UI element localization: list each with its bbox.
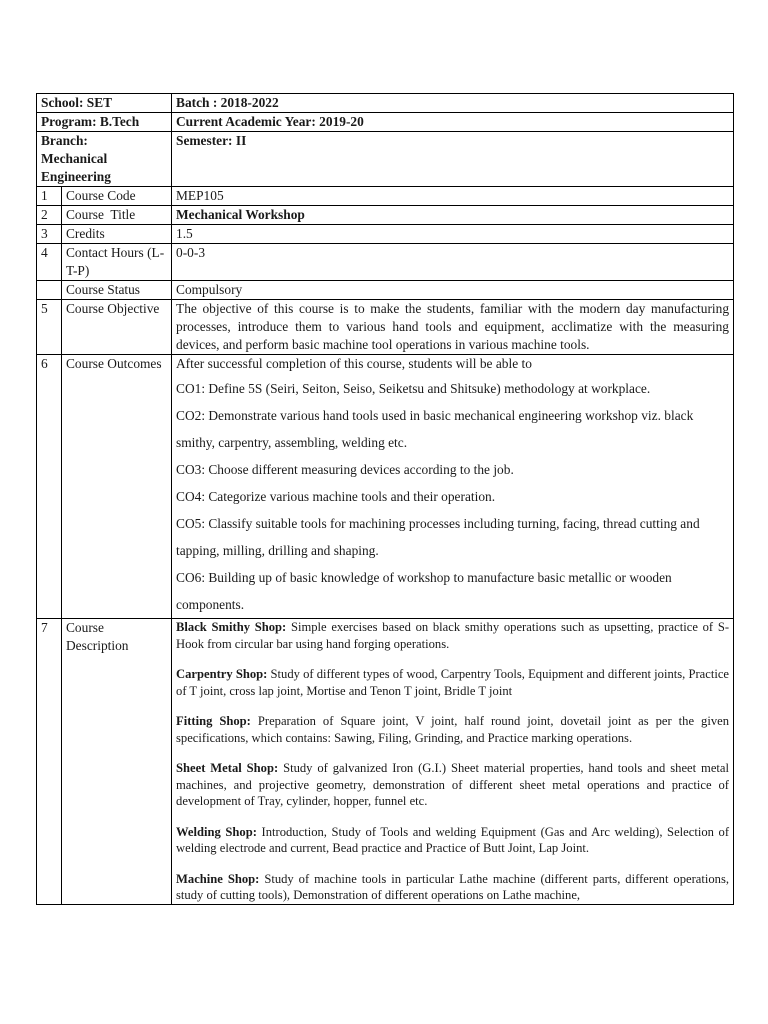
outcomes-intro: After successful completion of this course, students will be able to [176,356,532,371]
program-cell: Program: B.Tech [37,113,172,132]
row-label: Course Objective [62,300,172,355]
course-status-value: Compulsory [172,281,734,300]
course-outcomes-list [172,355,734,619]
shop-title: Fitting Shop: [176,714,251,728]
row-label: Course Description [62,619,172,905]
row-number [37,281,62,300]
shop-text: Preparation of Square joint, V joint, half round joint, dovetail joint as per the given specifications, which contains: Sawing, Filing, Grinding, and Practice marking operations. [176,714,730,745]
academic-year-cell: Current Academic Year: 2019-20 [172,113,734,132]
row-number: 2 [37,206,62,225]
row-label: Course Outcomes [62,355,172,619]
shop-text: Study of machine tools in particular Lathe machine (different parts, different operations, study of cutting tools), Demonstration of different operations on Lathe machine, [176,871,730,902]
shop-title: Black Smithy Shop: [176,620,287,634]
table-row [37,225,734,244]
row-label: Course Title [62,206,172,225]
table-row [37,187,734,206]
shop-title: Machine Shop: [176,871,260,886]
contact-hours-value: 0-0-3 [172,244,734,281]
shop-title: Sheet Metal Shop: [176,761,279,775]
credits-value: 1.5 [172,225,734,244]
table-row [37,281,734,300]
description-item [176,619,729,652]
outcome-item: CO3: Choose different measuring devices according to the job. [176,462,514,477]
row-number: 1 [37,187,62,206]
description-item [176,666,729,699]
table-row [37,206,734,225]
description-item [176,824,729,857]
course-title-value: Mechanical Workshop [172,206,734,225]
outcome-item: CO4: Categorize various machine tools and their operation. [176,489,496,504]
course-description [172,619,734,905]
batch-cell: Batch : 2018-2022 [172,94,734,113]
shop-text: Study of different types of wood, Carpentry Tools, Equipment and different joints, Practice of T joint, cross lap joint, Mortise and Tenon T joint, Bridle T joint [176,667,730,698]
outcome-item: CO1: Define 5S (Seiri, Seiton, Seiso, Seiketsu and Shitsuke) methodology at workplace. [176,381,651,396]
outcome-item: CO6: Building up of basic knowledge of workshop to manufacture basic metallic or wooden components. [176,570,672,612]
course-code-value: MEP105 [172,187,734,206]
shop-title: Welding Shop: [176,824,257,839]
row-number: 3 [37,225,62,244]
description-item [176,713,729,746]
course-document [36,93,733,905]
description-item [176,871,729,904]
row-number: 4 [37,244,62,281]
shop-text: Introduction, Study of Tools and welding Equipment (Gas and Arc welding), Selection of welding electrode and current, Bead practice and Practice of Butt Joint, Lap Joint. [176,824,730,855]
table-row [37,619,734,905]
outcome-item: CO2: Demonstrate various hand tools used in basic mechanical engineering workshop viz. black smithy, carpentry, assembling, welding etc. [176,408,694,450]
outcome-item: CO5: Classify suitable tools for machining processes including turning, facing, thread cutting and tapping, milling, drilling and shaping. [176,516,700,558]
row-number: 7 [37,619,62,905]
course-table [36,93,734,905]
table-row [37,300,734,355]
branch-cell: Branch: Mechanical Engineering [37,132,172,187]
table-row [37,355,734,619]
branch-semester-row [37,132,734,187]
row-number: 5 [37,300,62,355]
shop-title: Carpentry Shop: [176,667,268,681]
row-number: 6 [37,355,62,619]
school-batch-row [37,94,734,113]
row-label: Credits [62,225,172,244]
program-year-row [37,113,734,132]
shop-text: Study of galvanized Iron (G.I.) Sheet material properties, hand tools and sheet metal machines, and projective geometry, demonstration of different sheet metal operations and practice of development of Tray, cylinder, hopper, funnel etc. [176,761,730,808]
row-label: Contact Hours (L-T-P) [62,244,172,281]
row-label: Course Code [62,187,172,206]
description-item [176,760,729,810]
school-cell: School: SET [37,94,172,113]
semester-cell: Semester: II [172,132,734,187]
row-label: Course Status [62,281,172,300]
shop-text: Simple exercises based on black smithy operations such as upsetting, practice of S-Hook from circular bar using hand forging operations. [176,620,730,651]
course-objective-value: The objective of this course is to make the students, familiar with the modern day manufacturing processes, introduce them to various hand tools and equipment, acclimatize with the measuring devices, and perform basic machine tool operations in various machine tools. [172,300,734,355]
table-row [37,244,734,281]
